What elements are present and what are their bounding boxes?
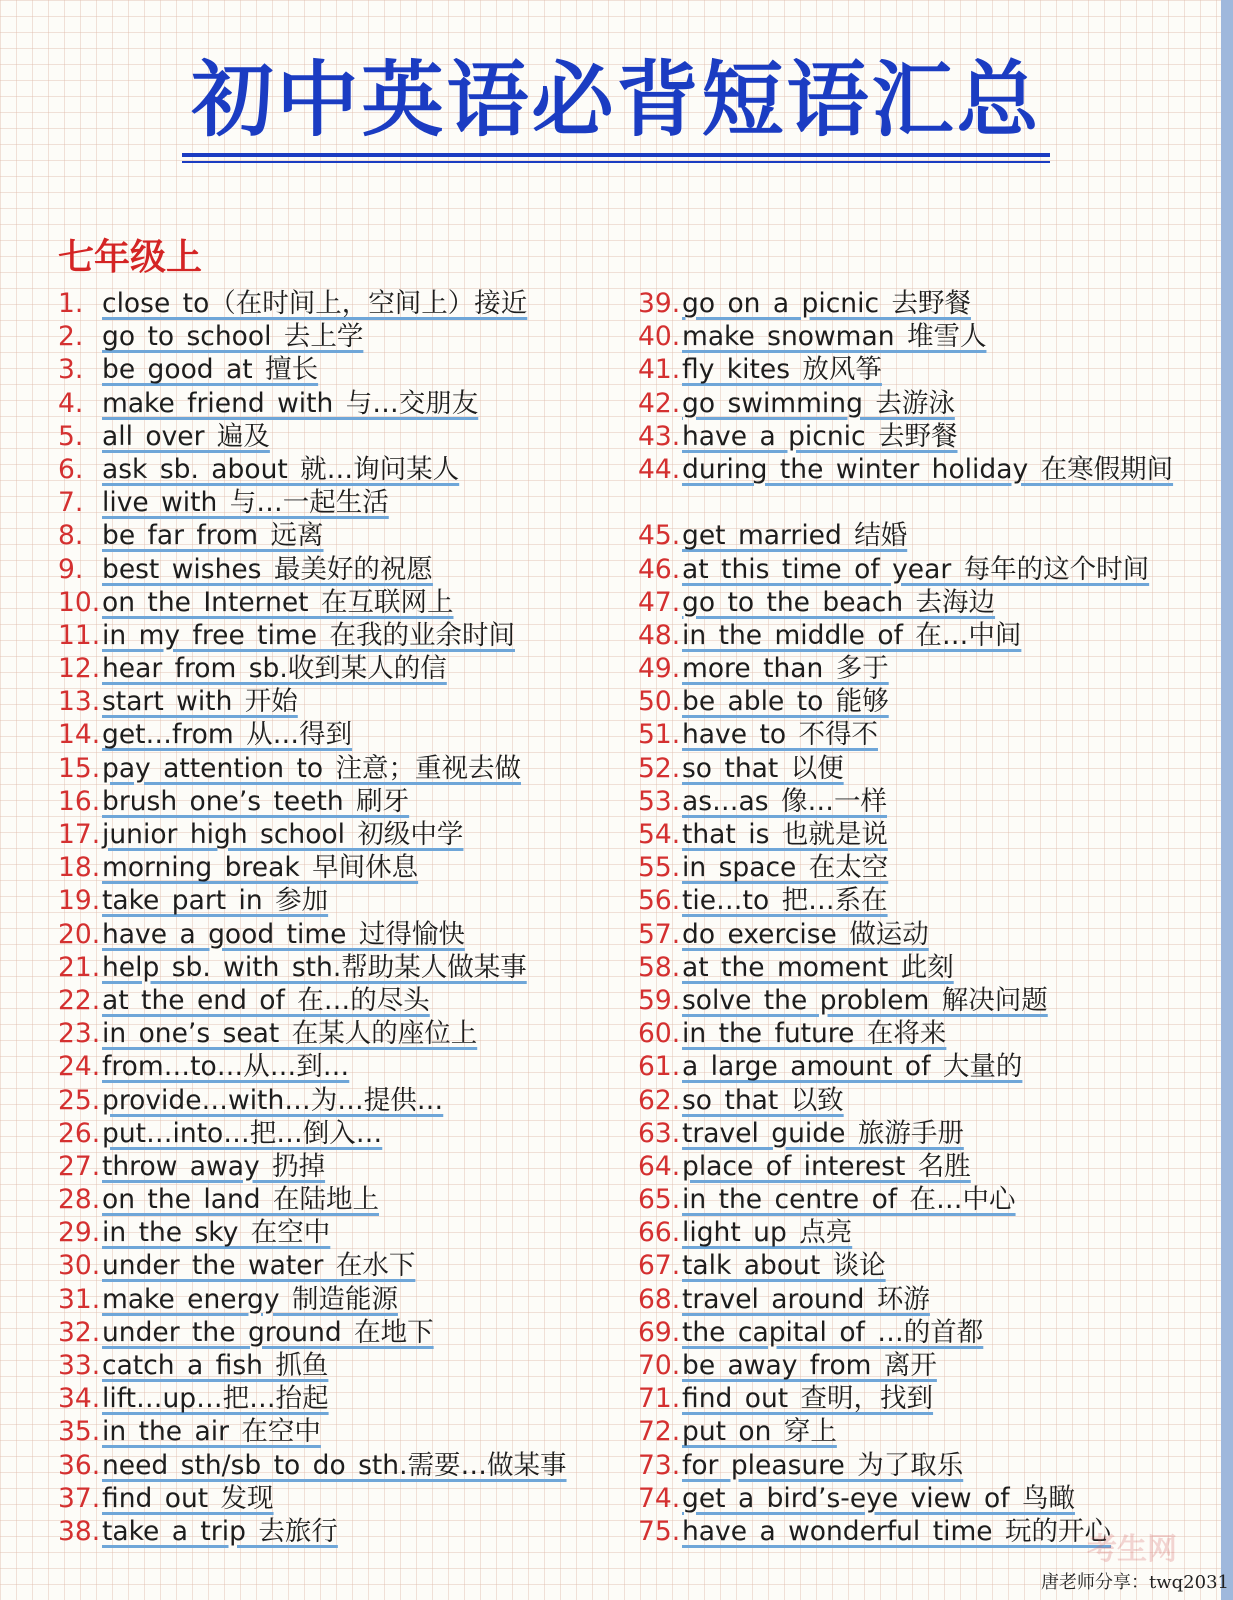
phrase-number: 56. <box>638 885 681 917</box>
phrase-item <box>58 1084 638 1117</box>
phrase-item <box>58 1382 638 1415</box>
phrase-item <box>638 1084 1218 1117</box>
phrase-number: 29. <box>58 1217 101 1249</box>
phrase-item <box>638 1316 1218 1349</box>
phrase-text: go swimming 去游泳 <box>682 387 955 419</box>
phrase-number: 22. <box>58 984 101 1016</box>
phrase-number: 47. <box>638 586 681 618</box>
phrase-item <box>638 785 1218 818</box>
phrase-number: 33. <box>58 1350 101 1381</box>
phrase-number: 53. <box>638 785 681 817</box>
phrase-item <box>58 1183 638 1216</box>
phrase-text: talk about 谈论 <box>682 1250 886 1282</box>
phrase-text: from…to…从…到… <box>102 1051 350 1083</box>
phrase-text: make snowman 堆雪人 <box>682 321 987 353</box>
phrase-text: go to school 去上学 <box>102 321 364 353</box>
phrase-text: ask sb. about 就…询问某人 <box>102 453 460 485</box>
phrase-number: 31. <box>58 1283 101 1315</box>
phrase-text: hear from sb.收到某人的信 <box>102 653 447 685</box>
phrase-number: 6. <box>58 453 84 485</box>
phrase-item <box>58 884 638 917</box>
phrase-text: go to the beach 去海边 <box>682 586 996 618</box>
phrase-number: 73. <box>638 1449 681 1481</box>
phrase-item <box>638 718 1218 751</box>
phrase-number: 55. <box>638 852 681 884</box>
phrase-item <box>638 1382 1218 1415</box>
phrase-item <box>58 453 638 486</box>
phrase-text: find out 查明，找到 <box>682 1383 934 1415</box>
phrase-text: on the Internet 在互联网上 <box>102 586 454 618</box>
phrase-item <box>638 1283 1218 1316</box>
phrase-text: best wishes 最美好的祝愿 <box>102 553 433 585</box>
phrase-item <box>58 619 638 652</box>
phrase-item <box>638 1449 1218 1482</box>
phrase-number: 40. <box>638 321 681 353</box>
phrase-number: 12. <box>58 653 101 685</box>
phrase-number: 14. <box>58 719 101 751</box>
phrase-text: be far from 远离 <box>102 520 324 552</box>
phrase-text: for pleasure 为了取乐 <box>682 1449 964 1481</box>
section-heading: 七年级上 <box>58 237 203 278</box>
phrase-text: be good at 擅长 <box>102 354 319 386</box>
phrase-number: 2. <box>58 321 84 353</box>
phrase-text: have a wonderful time 玩的开心 <box>682 1515 1112 1547</box>
phrase-item <box>638 685 1218 718</box>
phrase-number: 50. <box>638 686 681 718</box>
phrase-item <box>638 884 1218 917</box>
phrase-number: 26. <box>58 1117 101 1149</box>
phrase-item <box>58 1216 638 1249</box>
phrase-number: 60. <box>638 1018 681 1050</box>
phrase-text: place of interest 名胜 <box>682 1150 971 1182</box>
phrase-text: tie…to 把…系在 <box>682 885 888 917</box>
phrase-number: 1. <box>58 288 84 319</box>
phrase-text: find out 发现 <box>102 1482 274 1514</box>
phrase-item <box>58 553 638 586</box>
phrase-number: 45. <box>638 520 681 552</box>
phrase-item <box>58 353 638 386</box>
phrase-item <box>58 1283 638 1316</box>
phrase-number: 72. <box>638 1416 681 1448</box>
phrase-number: 67. <box>638 1250 681 1282</box>
phrase-number: 39. <box>638 288 681 319</box>
phrase-text: make friend with 与…交朋友 <box>102 387 479 419</box>
phrase-text: fly kites 放风筝 <box>682 354 882 386</box>
phrase-number: 3. <box>58 354 84 386</box>
phrase-text: get married 结婚 <box>682 520 908 552</box>
phrase-item <box>638 1117 1218 1150</box>
phrase-item <box>638 320 1218 353</box>
phrase-number: 42. <box>638 387 681 419</box>
phrase-text: in the sky 在空中 <box>102 1217 331 1249</box>
phrase-number: 71. <box>638 1383 681 1415</box>
phrase-text: be away from 离开 <box>682 1350 937 1382</box>
phrase-item <box>638 1415 1218 1448</box>
phrase-item <box>638 1183 1218 1216</box>
phrase-number: 11. <box>58 619 101 651</box>
phrase-item <box>58 951 638 984</box>
phrase-item <box>58 685 638 718</box>
phrase-item <box>58 818 638 851</box>
phrase-text: in my free time 在我的业余时间 <box>102 619 515 651</box>
phrase-number: 17. <box>58 819 101 850</box>
phrase-text: that is 也就是说 <box>682 819 888 851</box>
phrase-item <box>638 420 1218 453</box>
phrase-item <box>58 1150 638 1183</box>
phrase-number: 63. <box>638 1117 681 1149</box>
phrase-text: travel around 环游 <box>682 1283 930 1315</box>
phrase-number: 34. <box>58 1383 101 1415</box>
phrase-text: lift…up…把…抬起 <box>102 1383 329 1415</box>
credit-text: 唐老师分享：twq2031 <box>1041 1572 1229 1593</box>
phrase-number: 23. <box>58 1018 101 1050</box>
phrase-number: 69. <box>638 1316 681 1348</box>
phrase-text: get…from 从…得到 <box>102 719 353 751</box>
phrase-text: catch a fish 抓鱼 <box>102 1350 329 1381</box>
phrase-text: take part in 参加 <box>102 885 329 917</box>
phrase-item <box>638 287 1218 320</box>
phrase-text: provide…with…为…提供… <box>102 1084 444 1116</box>
phrase-number: 38. <box>58 1515 101 1547</box>
watermark: 考生网 <box>1087 1532 1177 1567</box>
phrase-number: 44. <box>638 453 681 485</box>
phrase-item <box>638 1249 1218 1282</box>
phrase-number: 66. <box>638 1217 681 1249</box>
phrase-number: 19. <box>58 885 101 917</box>
phrase-number: 20. <box>58 918 101 950</box>
phrase-item <box>638 1017 1218 1050</box>
phrase-text: on the land 在陆地上 <box>102 1184 379 1216</box>
phrase-number: 48. <box>638 619 681 651</box>
phrase-text: all over 遍及 <box>102 420 270 452</box>
phrase-text: live with 与…一起生活 <box>102 487 389 519</box>
phrase-item <box>58 652 638 685</box>
phrase-item <box>58 851 638 884</box>
phrase-number: 35. <box>58 1416 101 1448</box>
title-underline <box>182 153 1050 157</box>
phrase-number: 65. <box>638 1184 681 1216</box>
phrase-number: 54. <box>638 819 681 851</box>
phrase-number: 43. <box>638 420 681 452</box>
phrase-text: in the centre of 在…中心 <box>682 1184 1016 1216</box>
phrase-item <box>638 586 1218 619</box>
phrase-text: take a trip 去旅行 <box>102 1515 338 1547</box>
phrase-text: in the future 在将来 <box>682 1018 947 1050</box>
phrase-text: pay attention to 注意；重视去做 <box>102 752 521 784</box>
phrase-text: so that 以致 <box>682 1084 844 1116</box>
phrase-text: put on 穿上 <box>682 1416 837 1448</box>
phrase-item <box>638 619 1218 652</box>
phrase-number: 41. <box>638 354 681 386</box>
phrase-text: so that 以便 <box>682 752 844 784</box>
phrase-item <box>638 652 1218 685</box>
phrase-number: 32. <box>58 1316 101 1348</box>
phrase-item <box>58 1515 638 1548</box>
phrase-number: 57. <box>638 918 681 950</box>
phrase-item <box>58 519 638 552</box>
phrase-text: under the water 在水下 <box>102 1250 416 1282</box>
phrase-number: 74. <box>638 1482 681 1514</box>
phrase-number: 5. <box>58 420 84 452</box>
phrase-item <box>638 519 1218 552</box>
phrase-item <box>58 320 638 353</box>
phrase-number: 64. <box>638 1150 681 1182</box>
title-underline-thin <box>182 161 1050 163</box>
phrase-number: 51. <box>638 719 681 751</box>
phrase-number: 21. <box>58 951 101 983</box>
phrase-item <box>638 984 1218 1017</box>
phrase-item <box>58 1482 638 1515</box>
phrase-text: go on a picnic 去野餐 <box>682 288 971 319</box>
phrase-text: during the winter holiday 在寒假期间 <box>682 453 1174 485</box>
phrase-text: have a picnic 去野餐 <box>682 420 958 452</box>
phrase-number: 18. <box>58 852 101 884</box>
phrase-item <box>638 818 1218 851</box>
phrase-item <box>638 752 1218 785</box>
phrase-item <box>58 984 638 1017</box>
phrase-number: 37. <box>58 1482 101 1514</box>
phrase-item <box>638 851 1218 884</box>
phrase-text: need sth/sb to do sth.需要…做某事 <box>102 1449 567 1481</box>
right-edge-stripe <box>1221 0 1233 1600</box>
phrase-text: in the middle of 在…中间 <box>682 619 1022 651</box>
phrase-number: 30. <box>58 1250 101 1282</box>
phrase-number: 61. <box>638 1051 681 1083</box>
phrase-number: 49. <box>638 653 681 685</box>
phrase-number: 10. <box>58 586 101 618</box>
phrase-text: start with 开始 <box>102 686 298 718</box>
phrase-text: light up 点亮 <box>682 1217 853 1249</box>
phrase-item <box>638 453 1218 519</box>
phrase-number: 8. <box>58 520 84 552</box>
phrase-item <box>58 486 638 519</box>
phrase-list-left <box>58 287 638 1548</box>
phrase-number: 75. <box>638 1515 681 1547</box>
phrase-item <box>638 918 1218 951</box>
phrase-text: junior high school 初级中学 <box>102 819 464 850</box>
phrase-item <box>58 1316 638 1349</box>
phrase-number: 13. <box>58 686 101 718</box>
phrase-text: at the moment 此刻 <box>682 951 954 983</box>
phrase-item <box>638 1150 1218 1183</box>
phrase-number: 9. <box>58 553 84 585</box>
phrase-item <box>58 586 638 619</box>
phrase-text: solve the problem 解决问题 <box>682 984 1048 1016</box>
phrase-number: 24. <box>58 1051 101 1083</box>
phrase-number: 36. <box>58 1449 101 1481</box>
phrase-list-right <box>638 287 1218 1548</box>
phrase-text: brush one’s teeth 刷牙 <box>102 785 410 817</box>
phrase-item <box>58 718 638 751</box>
phrase-item <box>58 420 638 453</box>
phrase-text: at this time of year 每年的这个时间 <box>682 553 1150 585</box>
phrase-text: do exercise 做运动 <box>682 918 929 950</box>
phrase-number: 16. <box>58 785 101 817</box>
phrase-item <box>58 1017 638 1050</box>
page-title: 初中英语必背短语汇总 <box>191 52 1042 148</box>
phrase-text: more than 多于 <box>682 653 889 685</box>
phrase-text: in space 在太空 <box>682 852 889 884</box>
phrase-number: 70. <box>638 1350 681 1382</box>
phrase-item <box>638 1050 1218 1083</box>
phrase-number: 7. <box>58 487 84 519</box>
phrase-number: 58. <box>638 951 681 983</box>
phrase-item <box>638 1216 1218 1249</box>
phrase-number: 68. <box>638 1283 681 1315</box>
phrase-number: 4. <box>58 387 84 419</box>
phrase-text: make energy 制造能源 <box>102 1283 398 1315</box>
phrase-item <box>58 918 638 951</box>
phrase-number: 52. <box>638 752 681 784</box>
phrase-text: be able to 能够 <box>682 686 889 718</box>
phrase-item <box>58 1349 638 1382</box>
phrase-item <box>638 1349 1218 1382</box>
phrase-item <box>58 287 638 320</box>
phrase-text: morning break 早间休息 <box>102 852 419 884</box>
phrase-text: under the ground 在地下 <box>102 1316 434 1348</box>
phrase-item <box>58 1449 638 1482</box>
phrase-item <box>58 752 638 785</box>
phrase-number: 46. <box>638 553 681 585</box>
phrase-text: put…into…把…倒入… <box>102 1117 383 1149</box>
phrase-text: close to（在时间上，空间上）接近 <box>102 288 528 319</box>
phrase-text: in one’s seat 在某人的座位上 <box>102 1018 478 1050</box>
phrase-text: a large amount of 大量的 <box>682 1051 1023 1083</box>
phrase-text: have a good time 过得愉快 <box>102 918 465 950</box>
phrase-number: 27. <box>58 1150 101 1182</box>
phrase-text: help sb. with sth.帮助某人做某事 <box>102 951 527 983</box>
phrase-text: get a bird’s-eye view of 鸟瞰 <box>682 1482 1075 1514</box>
phrase-item <box>58 387 638 420</box>
phrase-item <box>58 1117 638 1150</box>
phrase-item <box>638 553 1218 586</box>
phrase-number: 59. <box>638 984 681 1016</box>
phrase-number: 28. <box>58 1184 101 1216</box>
phrase-number: 62. <box>638 1084 681 1116</box>
phrase-text: as…as 像…一样 <box>682 785 888 817</box>
phrase-item <box>58 1249 638 1282</box>
phrase-item <box>58 785 638 818</box>
phrase-item <box>638 1482 1218 1515</box>
phrase-item <box>638 387 1218 420</box>
phrase-number: 15. <box>58 752 101 784</box>
phrase-text: travel guide 旅游手册 <box>682 1117 964 1149</box>
phrase-text: the capital of …的首都 <box>682 1316 984 1348</box>
phrase-text: throw away 扔掉 <box>102 1150 326 1182</box>
phrase-item <box>58 1415 638 1448</box>
phrase-text: have to 不得不 <box>682 719 878 751</box>
phrase-item <box>638 951 1218 984</box>
phrase-item <box>58 1050 638 1083</box>
phrase-number: 25. <box>58 1084 101 1116</box>
phrase-item <box>638 353 1218 386</box>
phrase-text: in the air 在空中 <box>102 1416 321 1448</box>
phrase-text: at the end of 在…的尽头 <box>102 984 430 1016</box>
